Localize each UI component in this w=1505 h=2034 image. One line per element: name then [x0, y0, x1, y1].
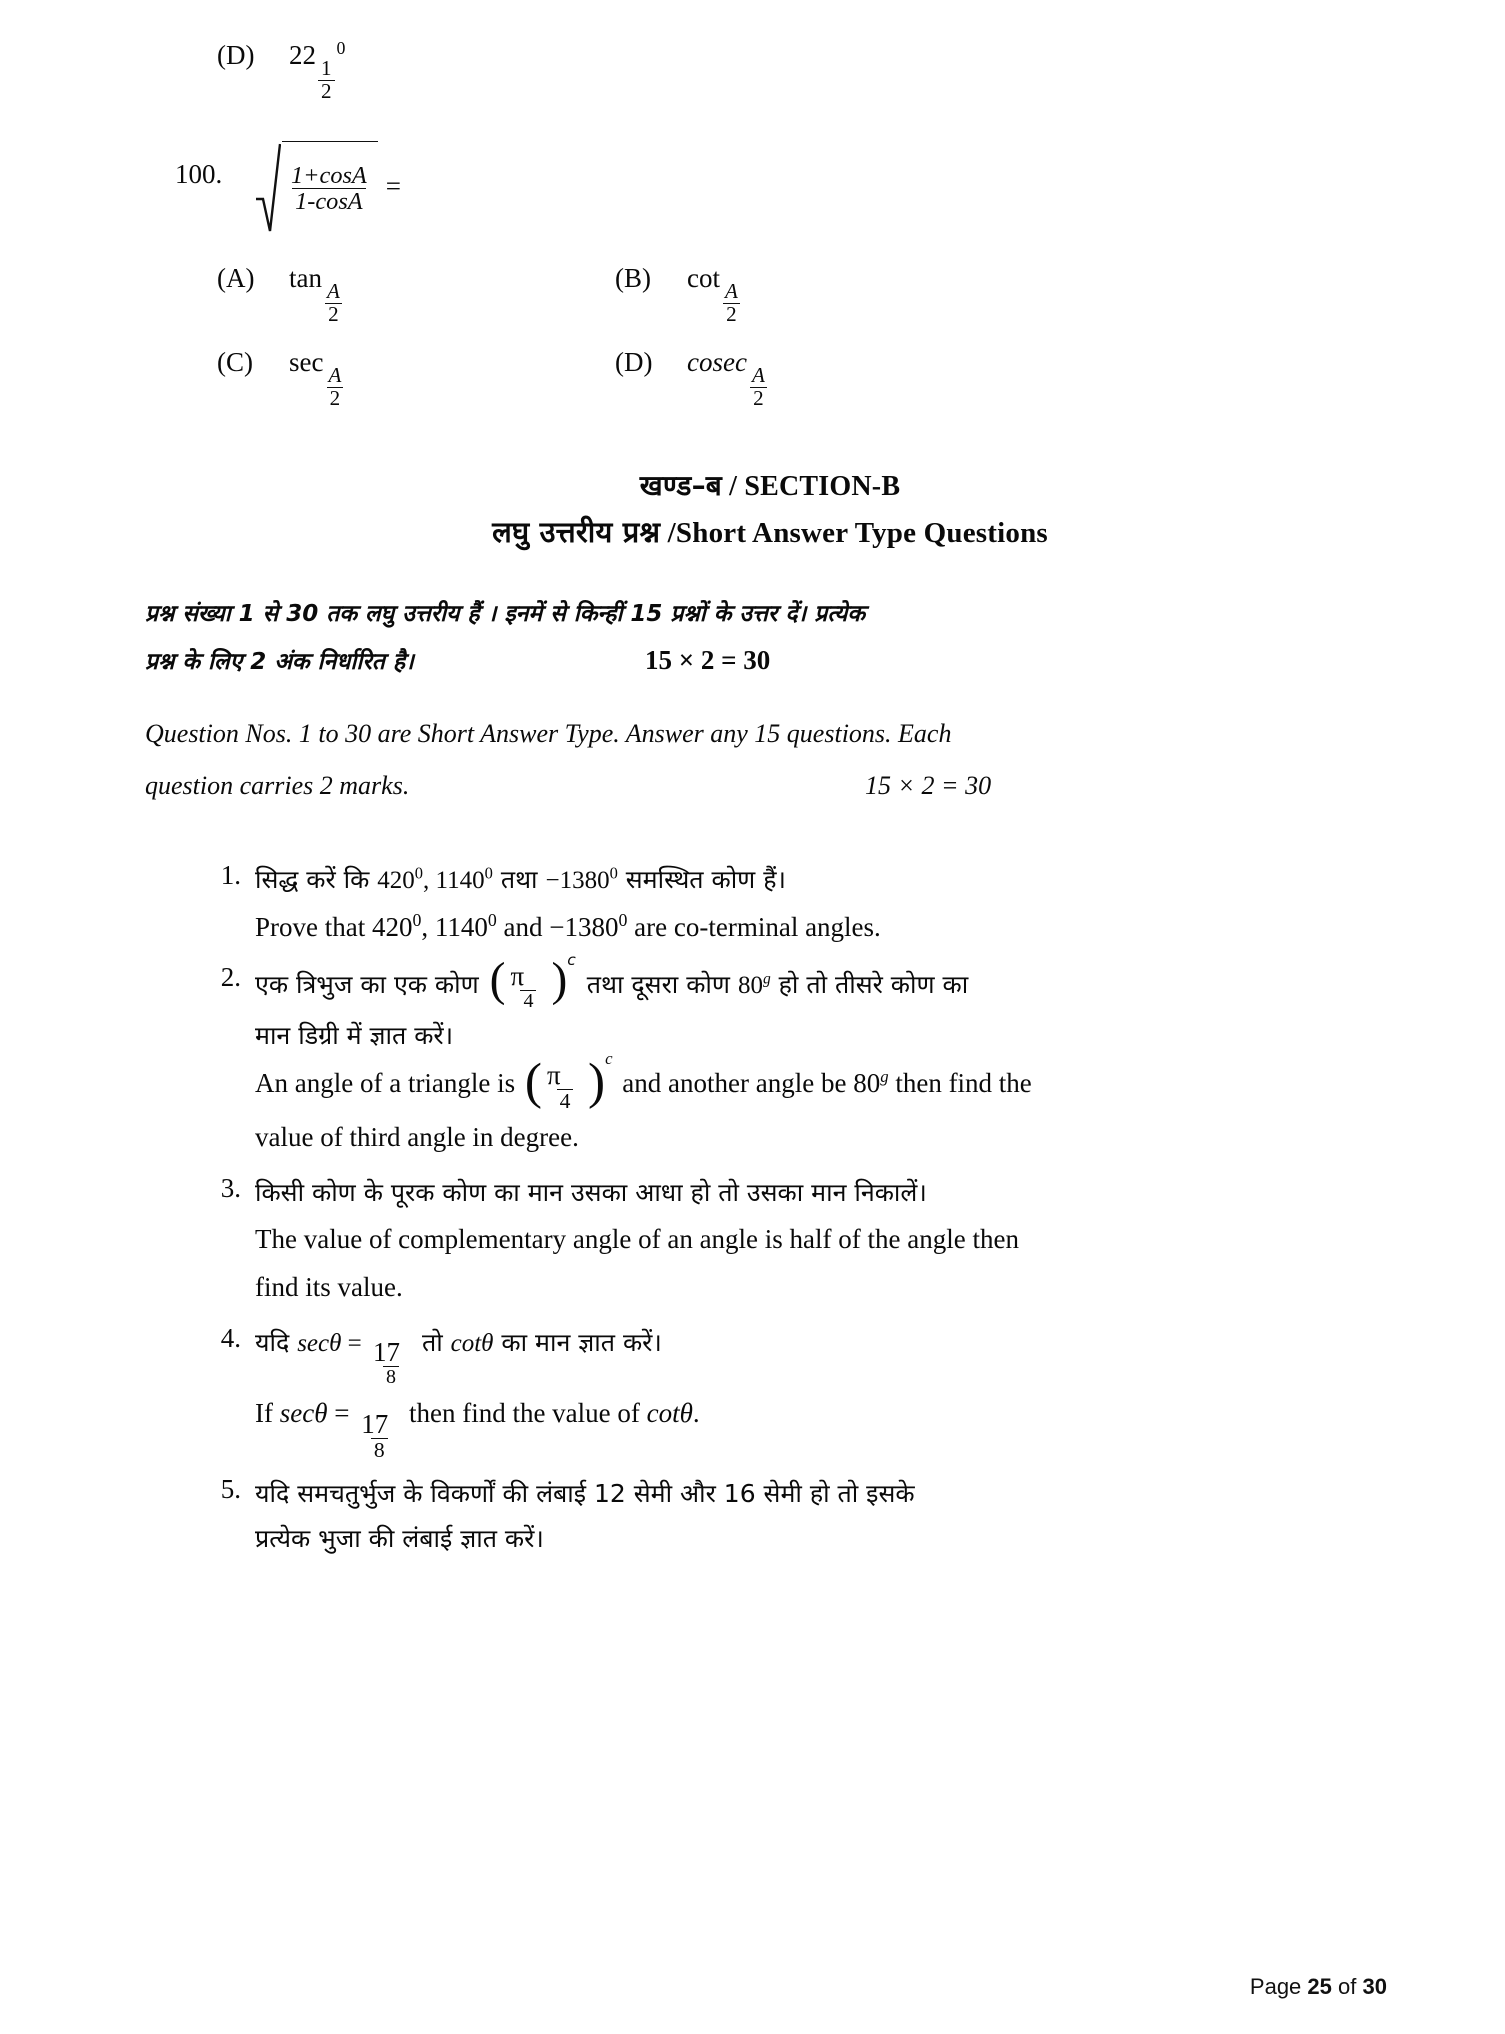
separator-comma: ,: [423, 866, 436, 894]
fraction-numerator: 17: [361, 1409, 389, 1440]
trig-function-name: cosec: [687, 347, 747, 378]
question-100-options-row-1: [145, 263, 1395, 326]
fraction-numerator: A: [725, 278, 738, 303]
option-c-value: [289, 347, 346, 410]
english-prefix: If: [255, 1398, 280, 1429]
parenthesized-fraction: ( $\frac{\pi}{4}$ ) c: [524, 1048, 613, 1114]
fraction-numerator: 1: [321, 55, 332, 80]
trig-function-name: sec: [289, 347, 324, 378]
question-text-hindi: यदि समचतुर्भुज के विकर्णों की लंबाई 12 सेमी और 16 सेमी हो तो इसके: [255, 1478, 915, 1508]
degree-superscript: 0: [412, 909, 422, 930]
right-paren: ): [551, 954, 568, 1007]
square-root-icon: [255, 141, 378, 233]
question-text-english: The value of complementary angle of an angle is half of the angle then: [255, 1223, 1019, 1254]
option-d[interactable]: [615, 347, 770, 410]
fraction-denominator: 4: [520, 990, 536, 1012]
question-text: [255, 858, 1395, 952]
degree-superscript: 0: [609, 863, 618, 883]
instructions-hindi-text: प्रश्न के लिए 2 अंक निर्धारित है।: [145, 648, 414, 675]
hindi-conjunction: तथा दूसरा कोण: [578, 970, 738, 1000]
fraction-one-half: [318, 55, 335, 103]
option-b-value: [687, 263, 743, 326]
angle-value-3: −1380: [545, 866, 610, 894]
fraction-a-over-2: [722, 278, 741, 326]
fraction-a-over-2: [324, 278, 343, 326]
trig-function-name: cot: [687, 262, 720, 293]
option-d-value: [289, 40, 345, 103]
angle-value-3: −1380: [549, 911, 619, 942]
option-a[interactable]: [145, 263, 615, 326]
fraction-denominator: 2: [325, 303, 342, 326]
question-99-option-d: [145, 40, 1395, 103]
angle-value-2: 1140: [435, 866, 485, 894]
question-text-english: [255, 1048, 1395, 1114]
english-suffix: are co-terminal angles.: [627, 911, 881, 942]
fraction-a-over-2: [749, 365, 768, 410]
option-c[interactable]: [145, 347, 615, 410]
english-prefix: Prove that: [255, 911, 372, 942]
question-text: [255, 1171, 1395, 1313]
fraction-denominator: 2: [723, 303, 740, 326]
section-label-english: SECTION-B: [744, 471, 901, 503]
question-number: 3.: [220, 1172, 241, 1203]
radical-sign: [255, 141, 282, 233]
left-paren: (: [489, 954, 506, 1007]
short-answer-question-list: [145, 858, 1395, 1562]
option-tag-c: (C): [217, 347, 253, 378]
instructions-english-text: question carries 2 marks.: [145, 770, 410, 800]
question-text-hindi: [255, 951, 1395, 1013]
question-text-hindi: किसी कोण के पूरक कोण का मान उसका आधा हो तो उसका मान निकालें।: [255, 1177, 927, 1207]
fraction-denominator: 4: [557, 1089, 574, 1112]
degree-superscript: 0: [487, 909, 497, 930]
english-prefix: An angle of a triangle is: [255, 1067, 522, 1098]
option-a-value: [289, 263, 345, 326]
question-text-english: [255, 904, 1395, 950]
fraction-denominator: 2: [327, 387, 344, 410]
question-text-english-line-2: find its value.: [255, 1272, 403, 1303]
marks-allocation-english: 15 × 2 = 30: [865, 770, 992, 800]
question-100-number: 100.: [175, 158, 223, 189]
grade-superscript: g: [880, 1066, 889, 1086]
option-tag-a: (A): [217, 262, 255, 293]
fraction-pi-over-4: [507, 960, 549, 1012]
section-label-hindi: खण्ड–ब: [639, 469, 722, 503]
hindi-prefix: एक त्रिभुज का एक कोण: [255, 970, 487, 1000]
question-text: [255, 951, 1395, 1163]
instructions-hindi: [145, 593, 1395, 685]
english-suffix: then find the: [888, 1067, 1032, 1098]
option-tag-b: (B): [615, 262, 651, 293]
trig-function-cot: cotθ: [450, 1329, 494, 1357]
english-suffix: .: [692, 1398, 700, 1429]
footer-prefix: Page: [1249, 1974, 1302, 1999]
section-subtitle-hindi: लघु उत्तरीय प्रश्न: [492, 515, 661, 550]
list-item: [213, 1321, 1395, 1464]
hindi-conjunction: तथा: [492, 864, 546, 894]
fraction-numerator: 1+cosA: [291, 161, 367, 189]
question-number: 4.: [220, 1322, 241, 1353]
hindi-suffix: हो तो तीसरे कोण का: [770, 970, 969, 1000]
question-number: 1.: [220, 859, 241, 890]
fraction-denominator: 8: [371, 1438, 388, 1461]
section-heading-line-2: [145, 512, 1395, 551]
equals-sign: =: [341, 1329, 369, 1357]
fraction-a-over-2: [325, 365, 344, 410]
whole-number: 22: [289, 40, 316, 70]
hindi-suffix: समस्थित कोण हैं।: [617, 864, 786, 894]
question-text-english-line-2: value of third angle in degree.: [255, 1122, 579, 1153]
section-subtitle-english: Short Answer Type Questions: [675, 517, 1048, 550]
page-footer: [1250, 1974, 1387, 2000]
degree-superscript: 0: [484, 863, 493, 883]
english-conjunction: then find the value of: [402, 1398, 647, 1429]
separator-slash: /: [667, 517, 676, 550]
instructions-english-line-1: Question Nos. 1 to 30 are Short Answer Type. Answer any 15 questions. Each: [145, 718, 952, 748]
grade-superscript: g: [762, 970, 771, 988]
trig-function-name: tan: [289, 262, 322, 293]
angle-value-2: 1140: [434, 911, 488, 942]
question-text-hindi-line-2: प्रत्येक भुजा की लंबाई ज्ञात करें।: [255, 1523, 544, 1553]
question-text-hindi-line-2: मान डिग्री में ज्ञात करें।: [255, 1020, 454, 1050]
fraction-numerator: A: [327, 278, 340, 303]
angle-value: 80: [737, 972, 763, 1000]
left-paren: (: [524, 1052, 543, 1110]
trig-function-sec: secθ: [297, 1329, 342, 1357]
english-conjunction: and: [496, 911, 550, 942]
list-item: [213, 951, 1395, 1163]
option-tag-d: (D): [615, 347, 653, 378]
marks-allocation-hindi: 15 × 2 = 30: [645, 644, 771, 675]
separator-comma: ,: [421, 911, 435, 942]
angle-value-1: 420: [371, 911, 413, 942]
option-b[interactable]: [615, 263, 743, 326]
instructions-hindi-line-2: [145, 636, 1395, 686]
degree-superscript: 0: [618, 909, 628, 930]
angle-value-1: 420: [377, 866, 415, 894]
hindi-conjunction: तो: [414, 1327, 451, 1357]
question-text-english: [255, 1390, 1395, 1462]
parenthesized-fraction: ( $\frac{\pi}{4}$ ) c: [489, 951, 576, 1013]
radicand: [282, 141, 378, 233]
question-text: [255, 1321, 1395, 1464]
list-item: [213, 1472, 1395, 1562]
hindi-prefix: सिद्ध करें कि: [255, 864, 378, 894]
question-100-options-row-2: [145, 347, 1395, 410]
equals-sign: =: [327, 1398, 357, 1429]
question-100-expression: [255, 141, 401, 233]
hindi-suffix: का मान ज्ञात करें।: [493, 1327, 662, 1357]
question-text-hindi: [255, 1321, 1395, 1388]
fraction-denominator: 2: [318, 80, 335, 103]
instructions-english: [145, 708, 1395, 812]
degree-superscript: 0: [414, 863, 424, 883]
trig-function-sec: secθ: [279, 1398, 328, 1429]
fraction-numerator: A: [751, 363, 765, 388]
question-text: [255, 1472, 1395, 1562]
instructions-english-line-2: [145, 760, 1395, 812]
list-item: [213, 1171, 1395, 1313]
footer-current-page: 25: [1307, 1974, 1332, 1999]
list-item: [213, 858, 1395, 952]
degree-superscript: 0: [336, 38, 346, 58]
fraction-17-over-8: [358, 1408, 400, 1462]
trig-function-cot: cotθ: [646, 1398, 693, 1429]
hindi-prefix: यदि: [255, 1327, 298, 1357]
fraction-pi-over-4: [544, 1059, 586, 1113]
question-text-hindi: [255, 858, 1395, 902]
fraction-17-over-8: [370, 1336, 412, 1388]
option-tag-d: (D): [217, 40, 255, 70]
fraction-numerator: π: [547, 1059, 561, 1090]
fraction-cos: [288, 163, 370, 215]
fraction-numerator: 17: [373, 1337, 401, 1368]
section-heading-line-1: [145, 466, 1395, 504]
option-d-value: [687, 347, 770, 410]
footer-middle: of: [1338, 1974, 1357, 1999]
fraction-denominator: 8: [383, 1366, 399, 1388]
fraction-numerator: π: [510, 961, 525, 992]
right-paren: ): [588, 1052, 606, 1110]
fraction-denominator: 1-cosA: [292, 188, 365, 214]
footer-total-pages: 30: [1362, 1974, 1387, 1999]
fraction-denominator: 2: [750, 387, 767, 410]
instructions-hindi-line-1: प्रश्न संख्या 1 से 30 तक लघु उत्तरीय हैं । इनमें से किन्हीं 15 प्रश्नों के उत्तर दें। प्रत्येक: [145, 601, 866, 628]
section-heading: [145, 466, 1395, 551]
fraction-numerator: A: [328, 363, 342, 388]
question-number: 5.: [220, 1473, 241, 1504]
english-conjunction: and another angle be: [615, 1067, 854, 1098]
equals-sign: =: [385, 171, 402, 202]
question-number: 2.: [220, 962, 241, 993]
separator-slash: /: [729, 471, 738, 503]
angle-value: 80: [853, 1067, 881, 1098]
question-100: [145, 141, 1395, 233]
